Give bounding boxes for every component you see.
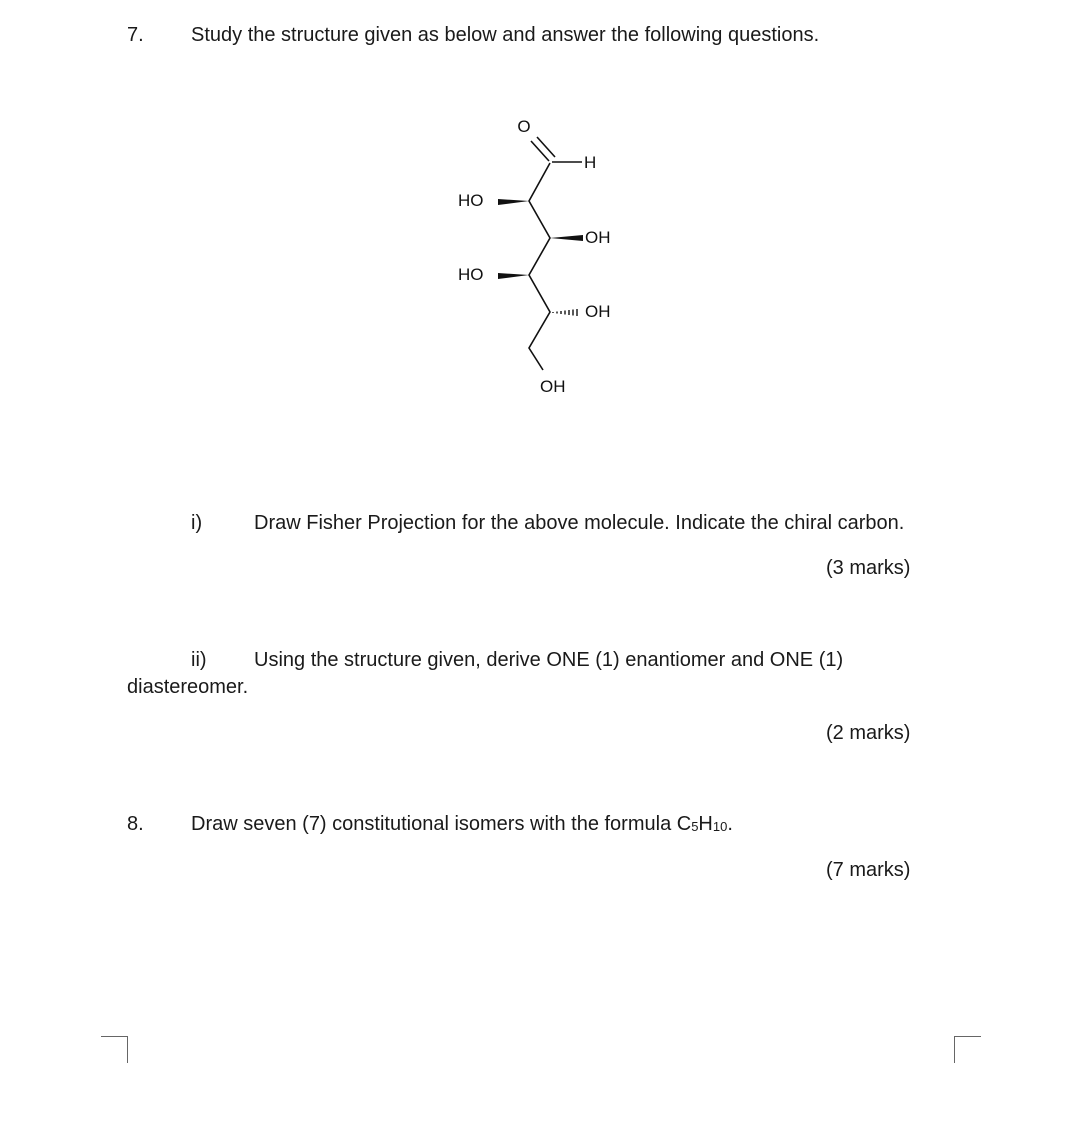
ho-label-1: HO	[458, 191, 484, 210]
carbonyl-oxygen-label: O	[517, 117, 531, 136]
part-ii-text-line2: diastereomer.	[127, 676, 249, 698]
oh-label-1: OH	[585, 228, 611, 247]
question-7-prompt: Study the structure given as below and answer the following questions.	[191, 24, 820, 46]
part-i-text: Draw Fisher Projection for the above molecule. Indicate the chiral carbon.	[254, 512, 905, 534]
part-i-label: i)	[191, 512, 203, 534]
part-ii-marks: (2 marks)	[826, 722, 911, 744]
formula-h: H	[698, 813, 713, 835]
molecule-structure	[440, 110, 640, 410]
ho-label-2: HO	[458, 265, 484, 284]
wedge-bond-oh-1	[550, 235, 583, 241]
wedge-bond-ho-1	[498, 199, 529, 205]
formula-subscript-h: 10	[712, 819, 728, 834]
question-8-text-main: Draw seven (7) constitutional isomers with the formula C	[191, 813, 692, 835]
question-7-number: 7.	[127, 24, 144, 46]
aldehyde-h-label: H	[584, 153, 597, 172]
margin-corner-mark-right	[954, 1036, 981, 1063]
formula-subscript-c: 5	[691, 819, 699, 834]
question-8-number: 8.	[127, 813, 144, 835]
question-8-period: .	[727, 813, 733, 835]
wedge-bond-ho-2	[498, 273, 529, 279]
oh-label-2: OH	[585, 302, 611, 321]
part-i-marks: (3 marks)	[826, 557, 911, 579]
question-8-text	[191, 812, 733, 839]
carbonyl-double-bond-2	[537, 137, 555, 157]
terminal-oh-label: OH	[540, 377, 566, 396]
hashed-bond-oh-2	[553, 309, 577, 316]
question-8-marks: (7 marks)	[826, 859, 911, 881]
part-ii-text-line1: Using the structure given, derive ONE (1) enantiomer and ONE (1)	[254, 649, 844, 671]
margin-corner-mark-left	[101, 1036, 128, 1063]
carbon-backbone	[529, 163, 550, 370]
carbonyl-double-bond-1	[531, 141, 549, 161]
part-ii-label: ii)	[191, 649, 207, 671]
